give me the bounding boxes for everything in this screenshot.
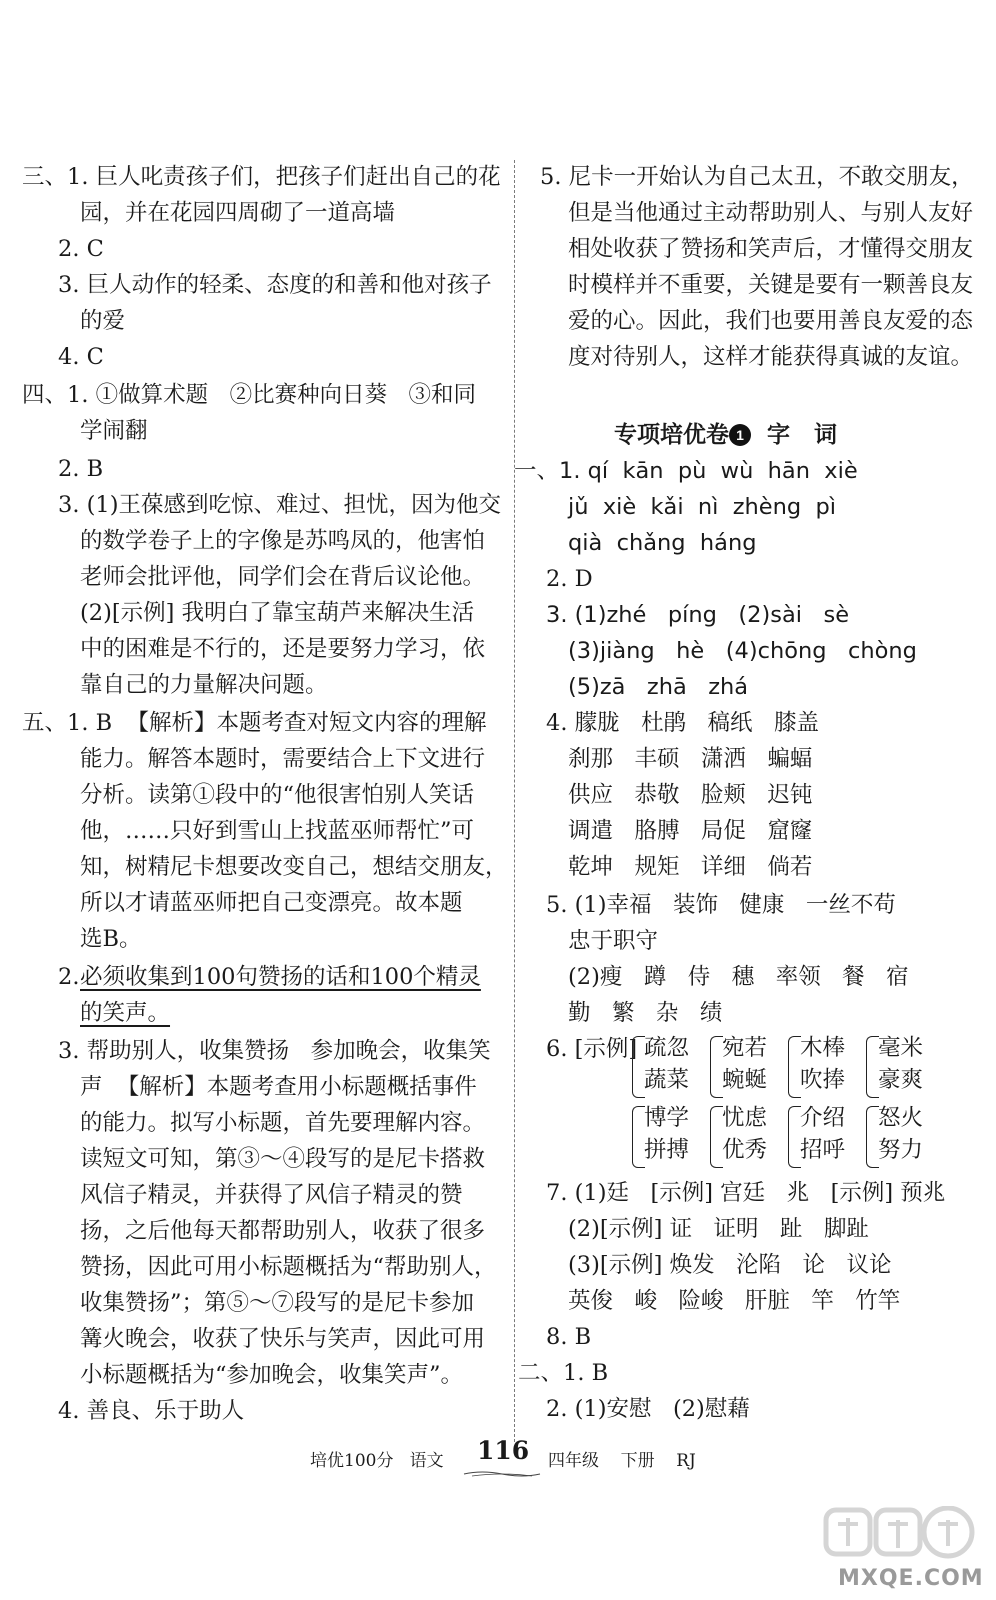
word-pair-top: 宛若 [722,1035,768,1061]
answer-line: 忠于职守 [568,928,659,954]
answer-line: 声 【解析】本题考查用小标题概括事件 [80,1074,477,1100]
answer-line: 7. (1)廷 [示例] 宫廷 兆 [示例] 预兆 [546,1180,946,1206]
answer-line: 收集赞扬”；第⑤～⑦段写的是尼卡参加 [80,1290,475,1316]
answer-line: 4. C [58,344,104,370]
answer-line: 学闹翻 [80,418,148,444]
answer-line: (3)jiàng hè (4)chōng chòng [568,638,917,664]
answer-line: 读短文可知，第③～④段写的是尼卡搭救 [80,1146,486,1172]
footer-grade-info: 四年级 下册 RJ [548,1451,696,1471]
answer-line: 2. B [58,456,104,482]
answer-line: 4. 朦胧 杜鹃 稿纸 膝盖 [546,710,819,736]
answer-line: 的笑声。 [80,1000,171,1026]
answer-line: 的爱 [80,308,126,334]
word-pair-bottom: 招呼 [800,1137,846,1163]
answer-line: 能力。解答本题时，需要结合上下文进行 [80,746,486,772]
answer-line: 篝火晚会，收获了快乐与笑声，因此可用 [80,1326,486,1352]
section-number-badge: 1 [729,424,751,446]
answer-line: (3)[示例] 焕发 沦陷 论 议论 [568,1252,892,1278]
answer-line: 选B。 [80,926,142,952]
answer-line: 老师会批评他，同学们会在背后议论他。 [80,564,486,590]
answer-line: 靠自己的力量解决问题。 [80,672,328,698]
answer-line: 二、1. B [518,1360,609,1386]
answer-line: 四、1. ①做算术题 ②比赛种向日葵 ③和同 [22,382,477,408]
answer-line: (2)[示例] 我明白了靠宝葫芦来解决生活 [80,600,475,626]
answer-line: 英俊 峻 险峻 肝脏 竿 竹竿 [568,1288,901,1314]
answer-line: 3. 巨人动作的轻柔、态度的和善和他对孩子 [58,272,492,298]
answer-line: 度对待别人，这样才能获得真诚的友谊。 [568,344,974,370]
word-pair-bottom: 吹捧 [800,1067,846,1093]
word-pair-top: 疏忽 [644,1035,690,1061]
answer-line: 8. B [546,1324,592,1350]
answer-line: 的数学卷子上的字像是苏鸣凤的，他害怕 [80,528,486,554]
word-pair-bottom: 蜿蜒 [722,1067,768,1093]
answer-line: 中的困难是不行的，还是要努力学习，依 [80,636,486,662]
answer-line: jǔ xiè kǎi nì zhèng pì [568,494,837,520]
answer-line: 4. 善良、乐于助人 [58,1398,245,1424]
answer-line: 3. (1)zhé píng (2)sài sè [546,602,850,628]
word-pair-top: 怒火 [878,1105,924,1131]
answer-line: 扬，之后他每天都帮助别人，收获了很多 [80,1218,486,1244]
word-pair-top: 博学 [644,1105,690,1131]
answer-line: 但是当他通过主动帮助别人、与别人友好 [568,200,974,226]
page-number: 116 [477,1436,530,1465]
word-pair-top: 木棒 [800,1035,846,1061]
word-pair-bottom: 优秀 [722,1137,768,1163]
answer-line: 调遣 胳膊 局促 窟窿 [568,818,813,844]
answer-line: 刹那 丰硕 潇洒 蝙蝠 [568,746,813,772]
answer-line: 一、1. qí kān pù wù hān xiè [514,458,858,484]
answer-line: (5)zā zhā zhá [568,674,749,700]
answer-line: 小标题概括为“参加晚会，收集笑声”。 [80,1362,464,1388]
answer-line: 3. (1)王葆感到吃惊、难过、担忧，因为他交 [58,492,501,518]
answer-line: 6. [示例] [546,1036,638,1062]
column-divider [514,160,515,1442]
answer-line: 园，并在花园四周砌了一道高墙 [80,200,396,226]
answer-line: 风信子精灵，并获得了风信子精灵的赞 [80,1182,463,1208]
ornament-icon [462,1470,542,1478]
answer-line: 勤 繁 杂 绩 [568,1000,723,1026]
answer-line: (2)[示例] 证 证明 趾 脚趾 [568,1216,869,1242]
answer-line: 五、1. B 【解析】本题考查对短文内容的理解 [22,710,487,736]
answer-line: 所以才请蓝巫师把自己变漂亮。故本题 [80,890,463,916]
word-pair-top: 毫米 [878,1035,924,1061]
answer-line: 的能力。拟写小标题，首先要理解内容。 [80,1110,486,1136]
answer-line: 分析。读第①段中的“他很害怕别人笑话 [80,782,475,808]
answer-line: 三、1. 巨人叱责孩子们，把孩子们赶出自己的花 [22,164,501,190]
watermark-text: MXQE.COM [838,1566,984,1591]
answer-line: 3. 帮助别人，收集赞扬 参加晚会，收集笑 [58,1038,491,1064]
answer-line: 供应 恭敬 脸颊 迟钝 [568,782,813,808]
answer-line: 时模样并不重要，关键是要有一颗善良友 [568,272,974,298]
answer-line: 爱的心。因此，我们也要用善良友爱的态 [568,308,974,334]
answer-line: 5. (1)幸福 装饰 健康 一丝不苟 [546,892,896,918]
word-pair-top: 介绍 [800,1105,846,1131]
answer-line: 2. D [546,566,593,592]
word-pair-bottom: 拼搏 [644,1137,690,1163]
answer-line: 乾坤 规矩 详细 倘若 [568,854,813,880]
answer-line: 2. (1)安慰 (2)慰藉 [546,1396,750,1422]
answer-number: 2. [58,964,80,990]
answer-line: 知，树精尼卡想要改变自己，想结交朋友， [80,854,508,880]
answer-line: 相处收获了赞扬和笑声后，才懂得交朋友 [568,236,974,262]
answer-line: 2. C [58,236,104,262]
answer-line: 5. 尼卡一开始认为自己太丑，不敢交朋友， [540,164,974,190]
word-pair-bottom: 蔬菜 [644,1067,690,1093]
section-title: 专项培优卷 1 字 词 [614,422,838,448]
answer-line: 他，……只好到雪山上找蓝巫师帮忙”可 [80,818,475,844]
word-pair-bottom: 努力 [878,1137,924,1163]
word-pair-bottom: 豪爽 [878,1067,924,1093]
answer-line: 必须收集到100句赞扬的话和100个精灵 [80,964,481,990]
answer-line: qià chǎng háng [568,530,757,556]
footer-book-title: 培优100分 语文 [310,1451,444,1471]
answer-line: 赞扬，因此可用小标题概括为“帮助别人， [80,1254,497,1280]
answer-line: (2)瘦 蹲 侍 穗 率领 餐 宿 [568,964,909,990]
word-pair-top: 忧虑 [722,1105,768,1131]
